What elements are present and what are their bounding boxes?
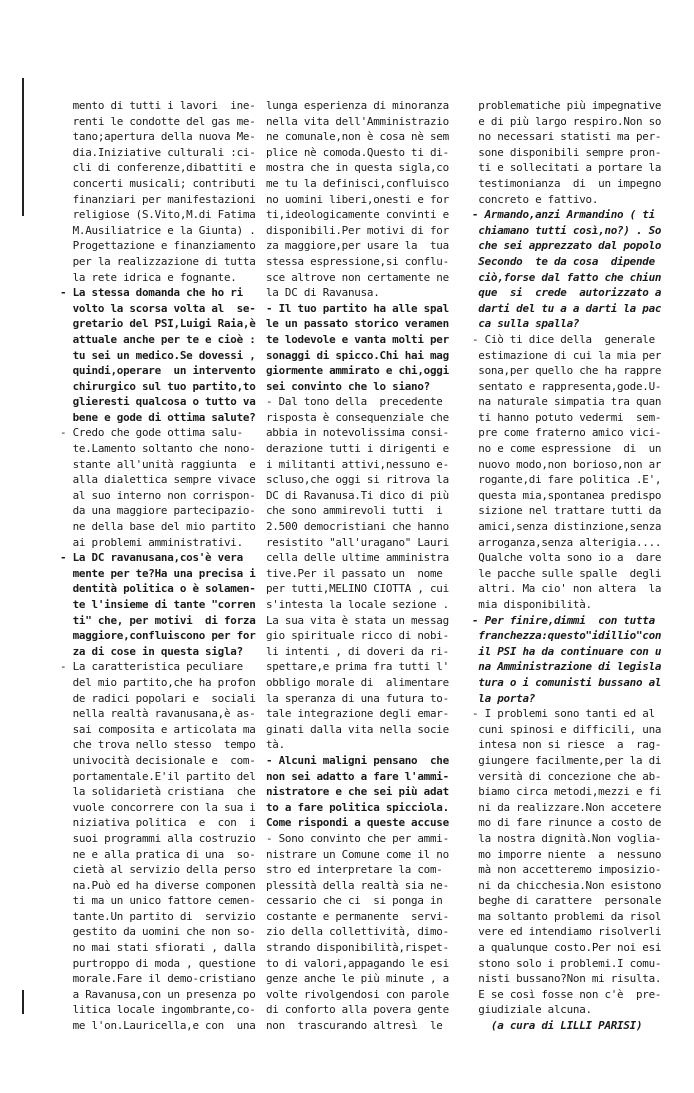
answer-line: spettare,e prima fra tutti l' [266,660,449,674]
answer-line: non trascurando altresì le [266,1019,443,1033]
question-line: Come rispondi a queste accuse [266,816,449,830]
answer-line: stante all'unità raggiunta e [60,457,256,471]
answer-line: da una maggiore partecipazio- [60,504,256,518]
answer-line: ti hanno potuto vedermi sem- [472,410,662,424]
question-line: glieresti qualcosa o tutto va [60,395,256,409]
answer-line: li intenti , di doveri da ri- [266,644,449,658]
answer-line: rogante,di fare politica .E', [472,473,662,487]
answer-line: mia disponibilità. [472,598,592,611]
answer-line: nella vita dell'Amministrazio [266,114,449,128]
answer-line: questa mia,spontanea predispo [472,488,662,502]
answer-line: ti,ideologicamente convinti e [266,208,449,222]
question-line: quindi,operare un intervento [60,364,256,378]
answer-line: renti le condotte del gas me- [60,114,256,128]
answer-line: le pacche sulle spalle degli [472,566,662,580]
answer-line: purtroppo di moda , questione [60,956,256,970]
answer-line: estimazione di cui la mia per [472,348,662,362]
text-column-3 [472,98,672,1034]
answer-line: - Ciò ti dice della generale [472,332,655,346]
answer-line: giudiziale alcuna. [472,1003,592,1017]
answer-line: no uomini liberi,onesti e for [266,192,449,206]
answer-line: genze anche le più minute , a [266,972,449,986]
answer-line: gio spirituale ricco di nobi- [266,629,449,643]
answer-line: - Sono convinto che per ammi- [266,831,449,845]
question-line: ca sulla spalla? [472,317,580,331]
answer-line: - La caratteristica peculiare [60,660,243,674]
answer-line: problematiche più impegnative [472,99,662,112]
question-line: mente per te?Ha una precisa i [60,566,256,580]
question-line: ciò,forse dal fatto che chiun [472,270,662,284]
answer-line: cuni spinosi e difficili, una [472,722,662,736]
question-line: la porta? [472,691,536,705]
answer-line: resistito "all'uragano" Lauri [266,535,449,549]
answer-line: la speranza di una futura to- [266,691,449,705]
question-line: che sei apprezzato dal popolo [472,239,662,253]
answer-line: DC di Ravanusa.Ti dico di più [266,488,449,502]
question-line: non sei adatto a fare l'ammi- [266,769,449,783]
question-line: gretario del PSI,Luigi Raia,è [60,317,256,331]
answer-line: s'intesta la locale sezione . [266,598,449,611]
answer-line: beghe di carattere personale [472,894,662,908]
question-line: dentità politica o è solamen- [60,582,256,596]
answer-line: tive.Per il passato un nome [266,566,443,580]
byline: (a cura di LILLI PARISI) [472,1019,643,1033]
answer-line: sce altrove non certamente ne [266,270,449,284]
text-column-2 [266,98,462,1034]
answer-line: la rete idrica e fognante. [60,270,237,284]
answer-line: no mai stati sfiorati , dalla [60,941,256,955]
answer-line: scluso,che oggi si ritrova la [266,473,449,487]
answer-line: che sono ammirevoli tutti i [266,504,443,518]
answer-line: risposta è consequenziale che [266,410,449,424]
answer-line: di conforto alla povera gente [266,1003,449,1017]
answer-line: Progettazione e finanziamento [60,239,256,253]
answer-line: to di valori,appagando le esi [266,956,449,970]
question-line: - Per finire,dimmi con tutta [472,613,655,627]
answer-line: nistrare un Comune come il no [266,847,449,861]
answer-line: giungere facilmente,per la di [472,753,662,767]
answer-line: volte rivolgendosi con parole [266,987,449,1001]
answer-line: ni da realizzare.Non accetere [472,800,662,814]
question-line: chiamano tutti così,no?) . So [472,223,662,237]
answer-line: mento di tutti i lavori ine- [60,99,256,112]
question-line: - Armando,anzi Armandino ( ti [472,208,655,222]
scan-edge-mark [22,990,24,1014]
answer-line: vere ed intendiamo risolverli [472,925,662,939]
answer-line: per la realizzazione di tutta [60,254,256,268]
answer-line: ti ma un unico fattore cemen- [60,894,256,908]
answer-line: gestito da uomini che non so- [60,925,256,939]
answer-line: ginati dalla vita nella socie [266,722,449,736]
answer-line: litica locale ingombrante,co- [60,1003,256,1017]
question-line: sei convinto che lo siano? [266,379,430,393]
question-line: darti del tu a a darti la pac [472,301,662,315]
question-line: nistratore e che sei più adat [266,785,449,799]
text-column-1 [60,98,256,1034]
answer-line: mostra che in questa sigla,co [266,161,449,175]
answer-line: za maggiore,per usare la tua [266,239,449,253]
answer-line: te.Lamento soltanto che nono- [60,442,256,456]
answer-line: plice nè comoda.Questo ti di- [266,145,449,159]
answer-line: univocità decisionale e com- [60,753,256,767]
answer-line: concerti musicali; contributi [60,176,256,190]
answer-line: 2.500 democristiani che hanno [266,520,449,534]
answer-line: versità di concezione che ab- [472,769,662,783]
answer-line: me tu la definisci,confluisco [266,176,449,190]
answer-line: - Credo che gode ottima salu- [60,426,243,440]
answer-line: portamentale.E'il partito del [60,769,256,783]
answer-line: amici,senza distinzione,senza [472,520,662,534]
question-line: attuale anche per te e cioè : [60,332,256,346]
answer-line: de radici popolari e sociali [60,691,256,705]
question-line: sonaggi di spicco.Chi hai mag [266,348,449,362]
question-line: bene e gode di ottima salute? [60,410,256,424]
answer-line: i militanti attivi,nessuno e- [266,457,449,471]
answer-line: - Dal tono della precedente [266,395,443,409]
answer-line: sizione nel trattare tutti da [472,504,662,518]
answer-line: ma soltanto problemi da risol [472,909,662,923]
answer-line: suoi programmi alla costruzio [60,831,256,845]
answer-line: M.Ausiliatrice e la Giunta) . [60,223,256,237]
answer-line: derazione tutti i dirigenti e [266,442,449,456]
answer-line: sai composita e articolata ma [60,722,256,736]
answer-line: la solidarietà cristiana che [60,785,256,799]
question-line: chirurgico sul tuo partito,to [60,379,256,393]
question-line: que si crede autorizzato a [472,286,662,300]
answer-line: religiose (S.Vito,M.di Fatima [60,208,256,222]
answer-line: La sua vita è stata un messag [266,613,449,627]
answer-line: testimonianza di un impegno [472,176,662,190]
answer-line: nuovo modo,non borioso,non ar [472,457,662,471]
question-line: il PSI ha da continuare con u [472,644,662,658]
answer-line: stessa espressione,si conflu- [266,254,449,268]
question-line: - Il tuo partito ha alle spal [266,301,449,315]
question-line: - La stessa domanda che ho ri [60,286,243,300]
answer-line: ne della base del mio partito [60,520,256,534]
answer-line: vuole concorrere con la sua i [60,800,256,814]
question-line: tura o i comunisti bussano al [472,675,662,689]
answer-line: na naturale simpatia tra quan [472,395,662,409]
answer-line: ni da chicchesia.Non esistono [472,878,662,892]
answer-line: nella realtà ravanusana,è as- [60,707,256,721]
answer-line: stono solo i problemi.I comu- [472,956,662,970]
question-line: ti" che, per motivi di forza [60,613,256,627]
answer-line: finanziari per manifestazioni [60,192,256,206]
answer-line: a Ravanusa,con un presenza po [60,987,256,1001]
answer-line: ne e alla pratica di una so- [60,847,256,861]
answer-line: altri. Ma cio' non altera la [472,582,662,596]
question-line: - La DC ravanusana,cos'è vera [60,551,243,565]
question-line: franchezza:questo"idillio"con [472,629,662,643]
question-line: - Alcuni maligni pensano che [266,753,449,767]
answer-line: disponibili.Per motivi di for [266,223,449,237]
answer-line: mo imporre niente a nessuno [472,847,662,861]
answer-line: ne comunale,non è cosa nè sem [266,130,449,144]
answer-line: del mio partito,che ha profon [60,675,256,689]
answer-line: concreto e fattivo. [472,192,599,206]
answer-line: tante.Un partito di servizio [60,909,256,923]
answer-line: me l'on.Lauricella,e con una [60,1019,256,1033]
answer-line: mà non accetteremo imposizio- [472,863,662,877]
answer-line: alla dialettica sempre vivace [60,473,256,487]
answer-line: dia.Iniziative culturali :ci- [60,145,256,159]
answer-line: strando disponibilità,rispet- [266,941,449,955]
answer-line: tale integrazione degli emar- [266,707,449,721]
answer-line: zio della collettività, dimo- [266,925,449,939]
answer-line: che trova nello stesso tempo [60,738,256,752]
question-line: za di cose in questa sigla? [60,644,243,658]
answer-line: no e come espressione di un [472,442,662,456]
answer-line: E se così fosse non c'è pre- [472,987,662,1001]
answer-line: cli di conferenze,dibattiti e [60,161,256,175]
answer-line: tano;apertura della nuova Me- [60,130,256,144]
answer-line: biamo circa metodi,mezzi e fi [472,785,662,799]
answer-line: plessità della realtà sia ne- [266,878,449,892]
answer-line: per tutti,MELINO CIOTTA , cui [266,582,449,596]
scan-edge-mark [22,78,24,216]
question-line: Secondo te da cosa dipende [472,254,655,268]
answer-line: lunga esperienza di minoranza [266,99,449,112]
question-line: tu sei un medico.Se dovessi , [60,348,256,362]
answer-line: al suo interno non corrispon- [60,488,256,502]
answer-line: cietà al servizio della perso [60,863,256,877]
answer-line: intesa non si riesce a rag- [472,738,662,752]
answer-line: ai problemi amministrativi. [60,535,243,549]
answer-line: sone disponibili sempre pron- [472,145,662,159]
answer-line: sona,per quello che ha rappre [472,364,662,378]
answer-line: stro ed interpretare la com- [266,863,443,877]
answer-line: e di più largo respiro.Non so [472,114,662,128]
question-line: to a fare politica spicciola. [266,800,449,814]
answer-line: a qualunque costo.Per noi esi [472,941,662,955]
answer-line: la nostra dignità.Non voglia- [472,831,662,845]
answer-line: - I problemi sono tanti ed al [472,707,655,721]
question-line: te l'insieme di tante "corren [60,598,256,611]
answer-line: cella delle ultime amministra [266,551,449,565]
answer-line: arroganza,senza alterigia.... [472,535,662,549]
answer-line: Qualche volta sono io a dare [472,551,662,565]
answer-line: morale.Fare il demo-cristiano [60,972,256,986]
answer-line: tà. [266,738,285,752]
question-line: giormente ammirato e chi,oggi [266,364,449,378]
answer-line: nisti bussano?Non mi risulta. [472,972,662,986]
answer-line: la DC di Ravanusa. [266,286,380,300]
answer-line: obbligo morale di alimentare [266,675,449,689]
answer-line: pre come fraterno amico vici- [472,426,662,440]
answer-line: sentato e rappresenta,gode.U- [472,379,662,393]
question-line: te lodevole e vanta molti per [266,332,449,346]
answer-line: cessario che ci si ponga in [266,894,443,908]
answer-line: ti e sollecitati a portare la [472,161,662,175]
question-line: volto la scorsa volta al se- [60,301,256,315]
answer-line: no necessari statisti ma per- [472,130,662,144]
question-line: maggiore,confluiscono per for [60,629,256,643]
question-line: le un passato storico veramen [266,317,449,331]
answer-line: na.Può ed ha diverse componen [60,878,256,892]
answer-line: costante e permanente servi- [266,909,449,923]
answer-line: mo di fare rinunce a costo de [472,816,662,830]
question-line: na Amministrazione di legisla [472,660,662,674]
answer-line: niziativa politica e con i [60,816,256,830]
answer-line: abbia in notevolissima consi- [266,426,449,440]
